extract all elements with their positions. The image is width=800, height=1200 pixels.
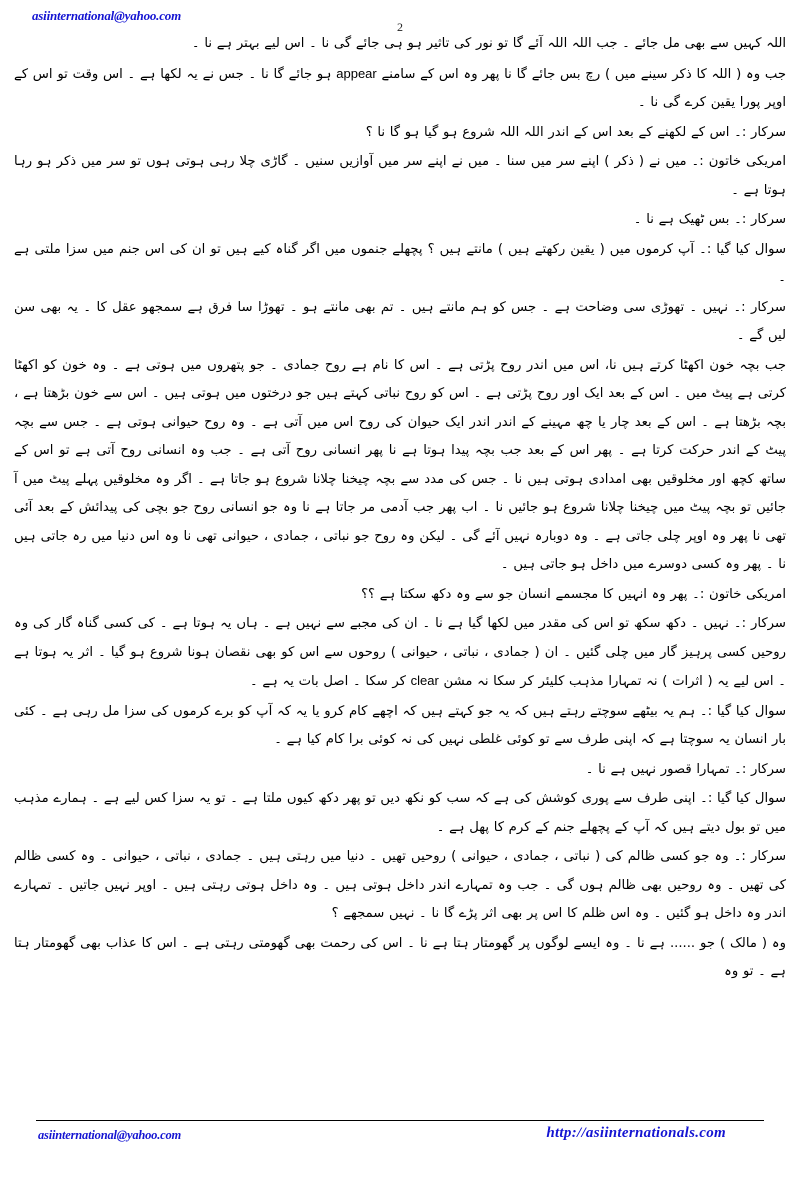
footer-email-text: asiinternational@yahoo.com <box>38 1128 182 1142</box>
document-body <box>14 30 786 1114</box>
page-header <box>14 8 786 34</box>
body-paragraph: وہ ( مالک ) جو ...... ہے نا ۔ وہ ایسے لوگوں پر گھومتار ہتا ہے نا ۔ اس کی رحمت بھی گھومتی رہتی ہے ۔ اس کا عذاب بھی گھومتار ہتا ہے ۔ تو وہ <box>14 935 786 979</box>
body-paragraph: سرکار :۔ بس ٹھیک ہے نا ۔ <box>633 212 786 227</box>
inline-english-word: clear <box>410 673 439 688</box>
body-paragraph: سرکار :۔ تمہارا قصور نہیں ہے نا ۔ <box>585 761 786 777</box>
body-paragraph: سوال کیا گیا :۔ آپ کرموں میں ( یقین رکھتے ہیں ) مانتے ہیں ؟ پچھلے جنموں میں اگر گناہ کیے ہیں تو ان کی اس جنم میں سزا ملتی ہے ۔ <box>14 241 786 285</box>
body-paragraph: امریکی خاتون :۔ پھر وہ انہیں کا مجسمے انسان جو سے وہ دکھ سکتا ہے ؟؟ <box>361 586 786 602</box>
page-number: 2 <box>397 20 403 34</box>
footer-url-text: http://asiinternationals.com <box>546 1125 726 1141</box>
body-paragraph: سرکار :۔ اس کے لکھنے کے بعد اس کے اندر اللہ اللہ شروع ہو گیا ہو گا نا ؟ <box>365 124 786 140</box>
body-paragraph: امریکی خاتون :۔ میں نے ( ذکر ) اپنے سر میں سنا ۔ میں نے اپنے سر میں آوازیں سنیں ۔ گاڑی چلا رہی ہوتی ہوں تو سر میں ذکر ہو رہا ہوتا ہے ۔ <box>14 154 786 198</box>
inline-english-word: appear <box>336 65 377 81</box>
body-paragraph: سرکار :۔ نہیں ۔ دکھ سکھ تو اس کی مقدر میں لکھا گیا ہے نا ۔ ان کی مجبے سے نہیں ہے ۔ ہاں یہ ہوتا ہے ۔ کی کسی گناہ گار کی وہ روحیں کسی پرہیز گار میں چلی گئیں ۔ ان ( جمادی ، نباتی ، حیوانی ) روحوں سے اس کو بھی نقصان ہونا شروع ہو گیا ۔ اثر یہ ہوتا ہے ۔ اس لیے یہ ( اثرات ) نہ تمہارا مذہب کلیئر کر سکا نہ مشن clear کر سکا ۔ اصل بات یہ ہے ۔ <box>14 616 786 689</box>
body-paragraph: اللہ کہیں سے بھی مل جائے ۔ جب اللہ اللہ آئے گا تو نور کی تاثیر ہو ہی جائے گی نا ۔ اس لیے بہتر ہے نا ۔ <box>191 36 786 51</box>
body-paragraph: جب بچہ خون اکھٹا کرتے ہیں نا، اس میں اندر روح پڑتی ہے ۔ اس کا نام ہے روح جمادی ۔ جو پتھروں میں ہوتی ہے ۔ وہ خون کو اکھٹا کرتی ہے پیٹ میں ۔ اس کے بعد ایک اور روح پڑتی ہے ۔ اس کو روح نباتی کہتے ہیں جو درختوں میں ہوتی ہیں ۔ اس سے خون بڑھتا ہے ، بچہ بڑھتا ہے ۔ اس کے بعد چار یا چھ مہینے کے اندر اندر ایک حیوان کی روح اس میں آتی ہے ۔ وہ روح حیوانی ہوتی ہے ۔ جس سے بچہ پیٹ کے اندر حرکت کرتا ہے ۔ پھر اس کے بعد جب بچہ پیدا ہوتا ہے نا پھر انسانی روح آتی ہے ۔ جب وہ انسانی روح آتی ہے تو اس کے ساتھ کچھ اور مخلوقیں بھی امدادی ہوتی ہیں نا ۔ جس کی مدد سے بچہ چیخنا چلانا شروع ہو جاتا ہے ۔ اگر وہ مخلوقیں پہلے پیٹ میں آ جائیں تو بچہ پیٹ میں چیخنا چلانا شروع ہو جائیں نا ۔ اب پھر جب آدمی مر جاتا ہے نا وہ جو انسانی روح جو بچی کی پیدائش کے بعد آئی تھی نا پھر وہ اوپر چلی جاتی ہے ۔ وہ دوبارہ نہیں آئے گی ۔ لیکن وہ روح جو نباتی ، جمادی ، حیوانی تھی نا وہ اس دنیا میں رہ جاتی ہیں نا ۔ پھر وہ کسی دوسرے میں داخل ہو جاتی ہیں ۔ <box>14 357 786 572</box>
body-paragraph: جب وہ ( اللہ کا ذکر سینے میں ) رچ بس جائے گا نا پھر وہ اس کے سامنے appear ہو جائے گا نا ۔ جس نے یہ لکھا ہے ۔ اس وقت تو اس کے اوپر پورا یقین کرے گی نا ۔ <box>14 65 786 110</box>
body-paragraph: سوال کیا گیا :۔ اپنی طرف سے پوری کوشش کی ہے کہ سب کو نکھ دیں تو پھر دکھ کیوں ملتا ہے ۔ تو یہ سزا کس لیے ہے ۔ ہمارے مذہب میں تو بول دیتے ہیں کہ آپ کے پچھلے جنم کے کرم کا پھل ہے ۔ <box>14 791 786 835</box>
body-paragraph: سوال کیا گیا :۔ ہم یہ بیٹھے سوچتے رہتے ہیں کہ یہ جو کہتے ہیں کہ اچھے کام کرو یا یہ کہ آپ کو برے کرموں کی سزا مل رہی ہے ۔ کئی بار انسان یہ سوچتا ہے کہ اپنی طرف سے تو کوئی غلطی نہیں کی نہ کوئی برا کام کیا ہے ۔ <box>14 703 786 747</box>
body-paragraph: سرکار :۔ وہ جو کسی ظالم کی ( نباتی ، جمادی ، حیوانی ) روحیں تھیں ۔ دنیا میں رہتی ہیں ۔ جمادی ، نباتی ، حیوانی ۔ وہ کسی ظالم کی تھیں ۔ وہ روحیں بھی ظالم ہوں گی ۔ جب وہ تمہارے اندر داخل ہوتی ہیں ۔ وہ داخل ہوتی رہتی ہیں ۔ اوپر نہیں جاتیں ۔ تمہارے اندر وہ داخل ہو گئیں ۔ وہ اس ظلم کا اس پر بھی اثر پڑے گا نا ۔ نہیں سمجھے ؟ <box>14 849 786 921</box>
footer-divider <box>36 1120 764 1121</box>
header-email-text: asiinternational@yahoo.com <box>32 8 181 23</box>
body-paragraph: سرکار :۔ نہیں ۔ تھوڑی سی وضاحت ہے ۔ جس کو ہم مانتے ہیں ۔ تم بھی مانتے ہو ۔ تھوڑا سا فرق ہے سمجھو عقل کا ۔ یہ بھی سن لیں گے ۔ <box>14 299 786 343</box>
page-footer <box>14 1120 786 1164</box>
